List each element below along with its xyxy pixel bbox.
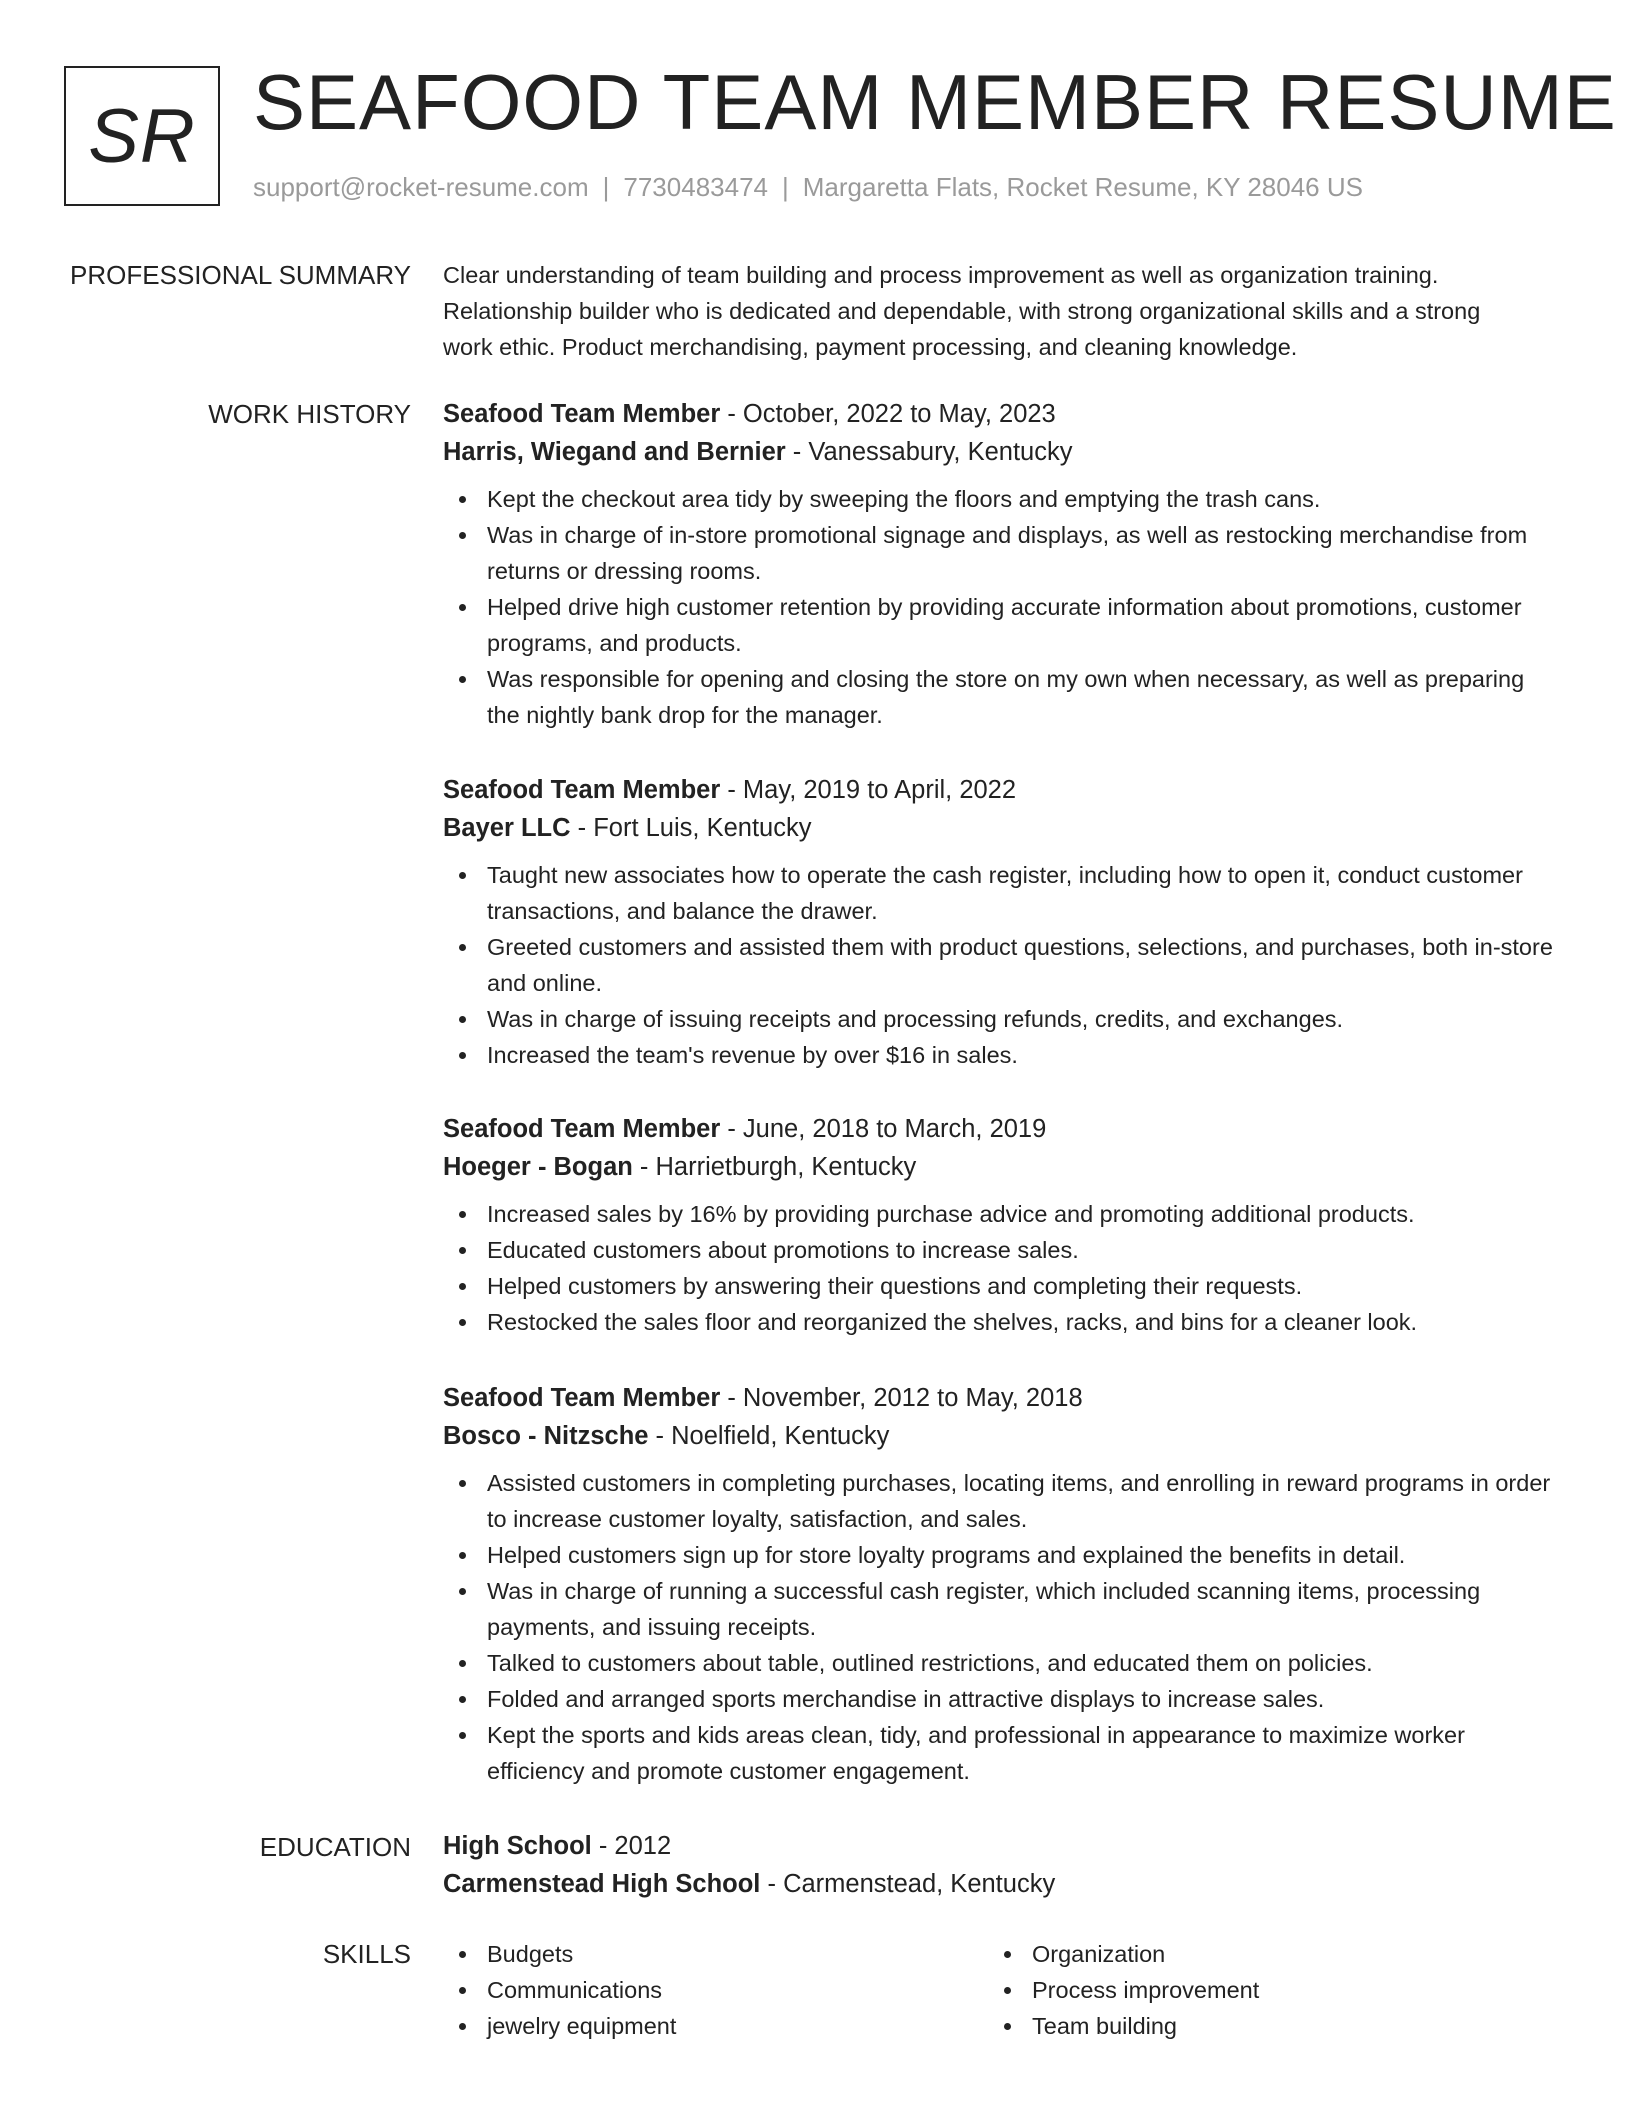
list-item: Process improvement: [988, 1972, 1508, 2008]
list-item: Helped drive high customer retention by providing accurate information about promotions, customer programs, and products.: [443, 589, 1563, 661]
skills-column-1: [443, 1926, 963, 2044]
list-item: Restocked the sales floor and reorganized the shelves, racks, and bins for a cleaner look.: [443, 1304, 1563, 1340]
list-item: Team building: [988, 2008, 1508, 2044]
list-item: Folded and arranged sports merchandise in attractive displays to increase sales.: [443, 1681, 1563, 1717]
job-bullets: [443, 481, 1563, 733]
section-label-summary: PROFESSIONAL SUMMARY: [70, 260, 411, 290]
list-item: Was responsible for opening and closing the store on my own when necessary, as well as preparing the nightly bank drop for the manager.: [443, 661, 1563, 733]
contact-email: support@rocket-resume.com: [253, 172, 589, 202]
job-bullets: [443, 1465, 1563, 1789]
list-item: Talked to customers about table, outlined restrictions, and educated them on policies.: [443, 1645, 1563, 1681]
list-item: jewelry equipment: [443, 2008, 963, 2044]
list-item: Helped customers by answering their questions and completing their requests.: [443, 1268, 1563, 1304]
job-title-line: [443, 395, 1563, 433]
education-year: - 2012: [591, 1832, 672, 1860]
education-school: Carmenstead High School: [443, 1870, 761, 1898]
list-item: Kept the checkout area tidy by sweeping the floors and emptying the trash cans.: [443, 481, 1563, 517]
contact-address: Margaretta Flats, Rocket Resume, KY 28046 US: [802, 172, 1363, 202]
job-entry: [443, 395, 1563, 733]
job-company: Hoeger - Bogan: [443, 1153, 633, 1181]
resume-title: SEAFOOD TEAM MEMBER RESUME: [253, 58, 1617, 146]
job-title: Seafood Team Member: [443, 400, 721, 428]
job-company-line: [443, 1148, 1563, 1186]
job-title-line: [443, 1379, 1563, 1417]
job-company-line: [443, 809, 1563, 847]
education-degree: High School: [443, 1832, 592, 1860]
skills-list: [988, 1936, 1508, 2044]
job-location: - Fort Luis, Kentucky: [570, 814, 812, 842]
job-title-line: [443, 1110, 1563, 1148]
summary-line: work ethic. Product merchandising, payment processing, and cleaning knowledge.: [443, 334, 1298, 360]
education-location: - Carmenstead, Kentucky: [760, 1870, 1056, 1898]
list-item: Kept the sports and kids areas clean, tidy, and professional in appearance to maximize worker efficiency and promote customer engagement.: [443, 1717, 1563, 1789]
education-school-line: [443, 1865, 1563, 1903]
skills-list: [443, 1936, 963, 2044]
job-title: Seafood Team Member: [443, 1115, 721, 1143]
job-title: Seafood Team Member: [443, 776, 721, 804]
job-entry: [443, 1379, 1563, 1789]
list-item: Communications: [443, 1972, 963, 2008]
list-item: Budgets: [443, 1936, 963, 1972]
summary-line: Relationship builder who is dedicated and dependable, with strong organizational skills and a strong: [443, 298, 1481, 324]
list-item: Was in charge of running a successful cash register, which included scanning items, processing payments, and issuing receipts.: [443, 1573, 1563, 1645]
job-bullets: [443, 1196, 1563, 1340]
section-label-skills: SKILLS: [322, 1939, 411, 1969]
list-item: Greeted customers and assisted them with product questions, selections, and purchases, both in-store and online.: [443, 929, 1563, 1001]
education-degree-line: [443, 1827, 1563, 1865]
job-location: - Harrietburgh, Kentucky: [632, 1153, 917, 1181]
contact-line: [253, 172, 1363, 203]
summary-text: [443, 257, 1563, 365]
list-item: Assisted customers in completing purchases, locating items, and enrolling in reward programs in order to increase customer loyalty, satisfaction, and sales.: [443, 1465, 1563, 1537]
job-location: - Vanessabury, Kentucky: [785, 438, 1073, 466]
list-item: Increased the team's revenue by over $16 in sales.: [443, 1037, 1563, 1073]
job-company-line: [443, 433, 1563, 471]
job-dates: - May, 2019 to April, 2022: [720, 776, 1017, 804]
list-item: Was in charge of issuing receipts and processing refunds, credits, and exchanges.: [443, 1001, 1563, 1037]
job-company: Harris, Wiegand and Bernier: [443, 438, 786, 466]
summary-line: Clear understanding of team building and process improvement as well as organization training.: [443, 262, 1439, 288]
list-item: Increased sales by 16% by providing purchase advice and promoting additional products.: [443, 1196, 1563, 1232]
job-title: Seafood Team Member: [443, 1384, 721, 1412]
job-dates: - June, 2018 to March, 2019: [720, 1115, 1047, 1143]
job-company: Bosco - Nitzsche: [443, 1422, 649, 1450]
job-location: - Noelfield, Kentucky: [648, 1422, 890, 1450]
job-company-line: [443, 1417, 1563, 1455]
contact-separator: |: [602, 172, 610, 202]
monogram-initials: SR: [64, 66, 220, 206]
list-item: Educated customers about promotions to increase sales.: [443, 1232, 1563, 1268]
job-entry: [443, 1110, 1563, 1340]
list-item: Organization: [988, 1936, 1508, 1972]
contact-separator: |: [782, 172, 789, 202]
list-item: Taught new associates how to operate the cash register, including how to open it, conduct customer transactions, and balance the drawer.: [443, 857, 1563, 929]
section-label-education: EDUCATION: [259, 1832, 411, 1862]
job-company: Bayer LLC: [443, 814, 571, 842]
education-entry: [443, 1827, 1563, 1903]
job-dates: - October, 2022 to May, 2023: [720, 400, 1056, 428]
job-bullets: [443, 857, 1563, 1073]
job-title-line: [443, 771, 1563, 809]
job-dates: - November, 2012 to May, 2018: [720, 1384, 1083, 1412]
contact-phone: 7730483474: [623, 172, 768, 202]
section-label-work-history: WORK HISTORY: [208, 399, 411, 429]
skills-column-2: [988, 1926, 1508, 2044]
list-item: Was in charge of in-store promotional signage and displays, as well as restocking merchandise from returns or dressing rooms.: [443, 517, 1563, 589]
job-entry: [443, 771, 1563, 1073]
list-item: Helped customers sign up for store loyalty programs and explained the benefits in detail.: [443, 1537, 1563, 1573]
